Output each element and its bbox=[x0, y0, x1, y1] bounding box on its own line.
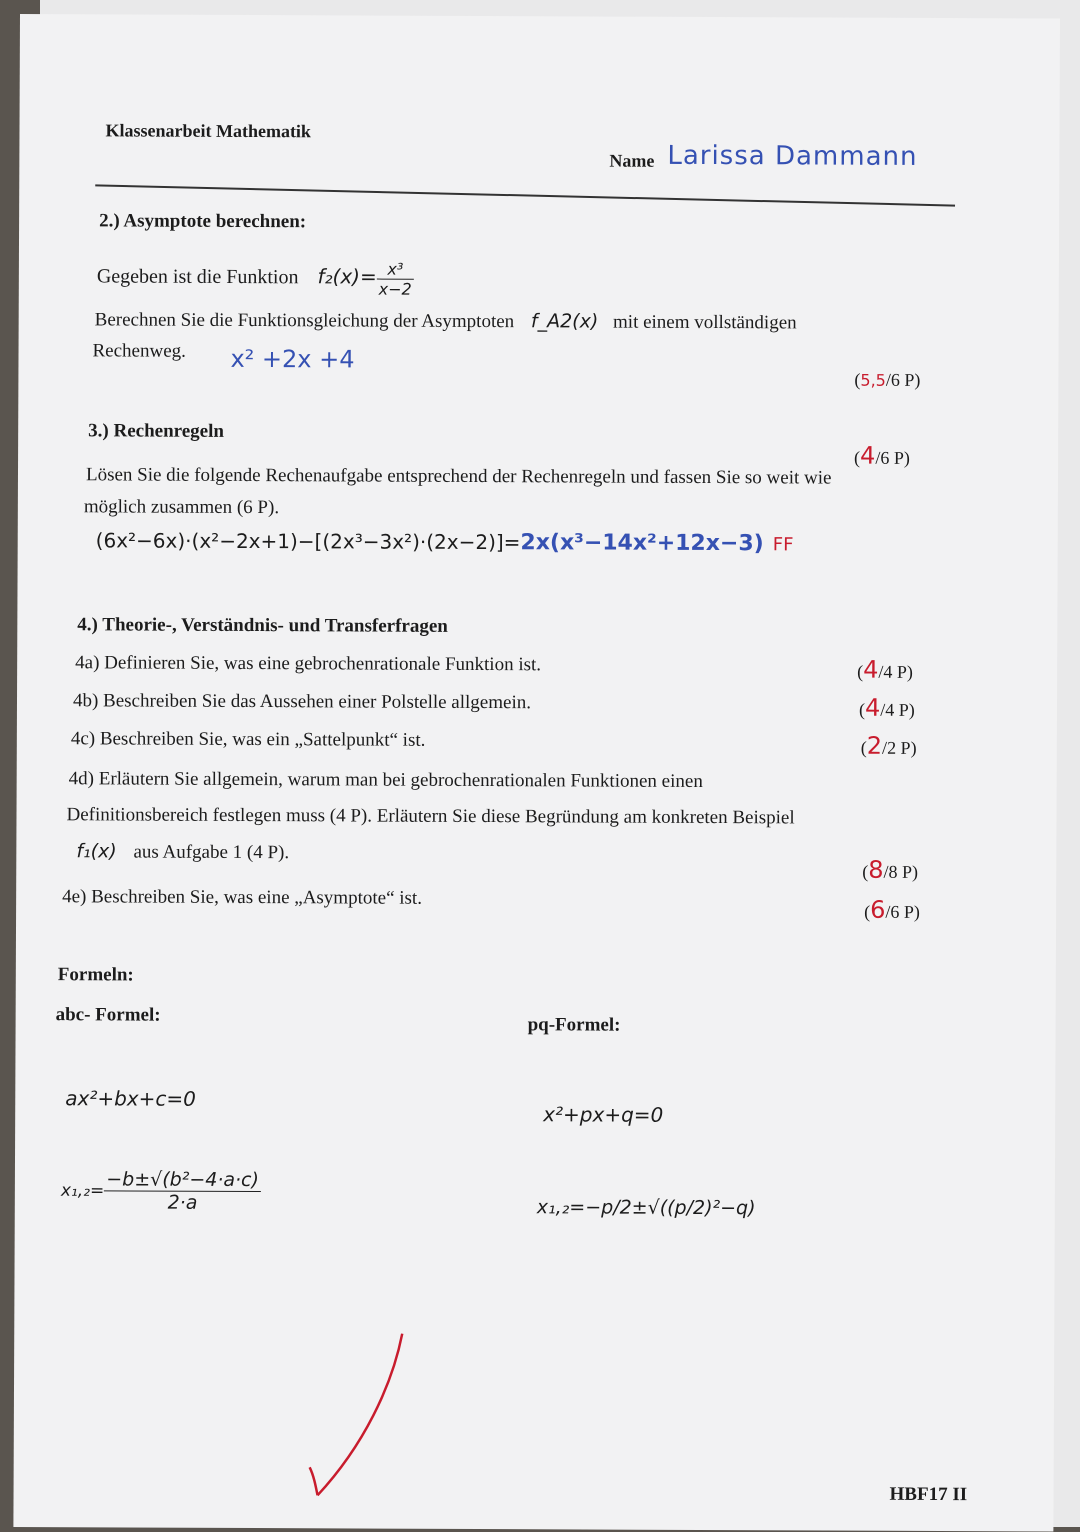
task2-given-text: Gegeben ist die Funktion bbox=[96, 265, 299, 289]
task4-4d-score: 8 bbox=[868, 855, 884, 884]
task2-given bbox=[97, 258, 414, 298]
task3-answer: 2x(x³−14x²+12x−3) bbox=[520, 530, 764, 557]
abc-solution-fraction bbox=[104, 1168, 261, 1214]
name-label: Name bbox=[609, 150, 655, 171]
task2-function-num: x³ bbox=[377, 260, 414, 280]
student-name: Larissa Dammann bbox=[667, 140, 918, 172]
task2-points: /6 P) bbox=[885, 369, 921, 390]
task2-heading: 2.) Asymptote berechnen: bbox=[99, 210, 307, 233]
task2-line2-text: Berechnen Sie die Funktionsgleichung der Asymptoten bbox=[94, 309, 515, 333]
task4-4d-function: f₁(x) bbox=[76, 840, 117, 863]
exam-sheet bbox=[13, 14, 1060, 1532]
task4-4d-text: aus Aufgabe 1 (4 P). bbox=[133, 841, 290, 864]
task4-item-4c: 4c) Beschreiben Sie, was ein „Sattelpunkt“ ist. bbox=[70, 728, 426, 751]
abc-equation: ax²+bx+c=0 bbox=[65, 1086, 196, 1111]
abc-solution-lhs: x₁,₂= bbox=[60, 1180, 105, 1201]
task4-4a-score: 4 bbox=[863, 655, 879, 684]
task4-4a-score-box: (4/4 P) bbox=[857, 655, 913, 684]
task4-item-4d-line3 bbox=[76, 840, 289, 864]
exam-title: Klassenarbeit Mathematik bbox=[105, 120, 312, 142]
pq-formula-title: pq-Formel: bbox=[527, 1014, 621, 1036]
task2-function-fraction bbox=[377, 260, 414, 299]
task4-4a-points: /4 P) bbox=[878, 661, 913, 682]
task3-answer-note: FF bbox=[772, 534, 794, 556]
task4-4e-score: 6 bbox=[870, 895, 886, 924]
task4-4d-points: /8 P) bbox=[883, 861, 919, 882]
correction-stroke bbox=[303, 1325, 414, 1505]
task3-instruction-2: möglich zusammen (6 P). bbox=[83, 496, 280, 519]
task4-4b-score-box: (4/4 P) bbox=[858, 693, 915, 722]
task4-4c-score-box: (2/2 P) bbox=[860, 731, 917, 760]
abc-solution bbox=[61, 1168, 261, 1214]
task3-score: 4 bbox=[860, 441, 876, 470]
task2-line3: Rechenweg. bbox=[92, 340, 186, 362]
task3-expression: (6x²−6x)·(x²−2x+1)−[(2x³−3x²)·(2x−2)]= bbox=[95, 528, 521, 555]
task3-instruction-1: Lösen Sie die folgende Rechenaufgabe entsprechend der Rechenregeln und fassen Sie so weit wie bbox=[85, 464, 832, 489]
task4-item-4d-line1: 4d) Erläutern Sie allgemein, warum man bei gebrochenrationalen Funktionen einen bbox=[68, 768, 703, 792]
task2-function-lhs: f₂(x)= bbox=[317, 264, 377, 289]
task3-score-box: (4/6 P) bbox=[854, 441, 910, 470]
pq-equation: x²+px+q=0 bbox=[543, 1102, 664, 1127]
task4-item-4d-line2: Definitionsbereich festlegen muss (4 P). Erläutern Sie diese Begründung am konkreten Beispiel bbox=[66, 804, 795, 829]
task2-line2-end: mit einem vollständigen bbox=[612, 311, 797, 334]
task4-heading: 4.) Theorie-, Verständnis- und Transferfragen bbox=[77, 614, 448, 637]
formulas-heading: Formeln: bbox=[57, 964, 134, 986]
abc-formula-title: abc- Formel: bbox=[55, 1004, 161, 1026]
task3-points: /6 P) bbox=[875, 447, 910, 468]
task2-function-den: x−2 bbox=[378, 279, 412, 299]
task4-4b-score: 4 bbox=[864, 693, 881, 722]
task2-score-box: (5,5/6 P) bbox=[854, 369, 921, 390]
task2-asymptote-symbol: f_A2(x) bbox=[530, 310, 599, 333]
task4-4e-score-box: (6/6 P) bbox=[864, 895, 920, 924]
abc-solution-num: −b±√(b²−4·a·c) bbox=[104, 1168, 261, 1192]
task4-item-4e: 4e) Beschreiben Sie, was eine „Asymptote“ ist. bbox=[62, 886, 423, 909]
task4-4b-points: /4 P) bbox=[880, 699, 915, 720]
abc-solution-den: 2·a bbox=[167, 1191, 198, 1214]
task2-score: 5,5 bbox=[860, 370, 886, 390]
task4-4e-points: /6 P) bbox=[885, 901, 920, 922]
header-divider bbox=[95, 184, 955, 206]
task2-answer: x² +2x +4 bbox=[230, 344, 355, 374]
task4-item-4b: 4b) Beschreiben Sie das Aussehen einer Polstelle allgemein. bbox=[72, 690, 532, 714]
task3-heading: 3.) Rechenregeln bbox=[88, 420, 225, 442]
task3-expression-line bbox=[96, 528, 794, 556]
task4-4d-score-box: (8/8 P) bbox=[862, 855, 919, 884]
task2-line2 bbox=[95, 308, 797, 334]
task4-4c-points: /2 P) bbox=[882, 737, 917, 758]
pq-solution: x₁,₂=−p/2±√((p/2)²−q) bbox=[536, 1196, 756, 1220]
class-code: HBF17 II bbox=[889, 1483, 968, 1506]
task4-4c-score: 2 bbox=[866, 731, 883, 760]
task4-item-4a: 4a) Definieren Sie, was eine gebrochenrationale Funktion ist. bbox=[75, 652, 542, 676]
